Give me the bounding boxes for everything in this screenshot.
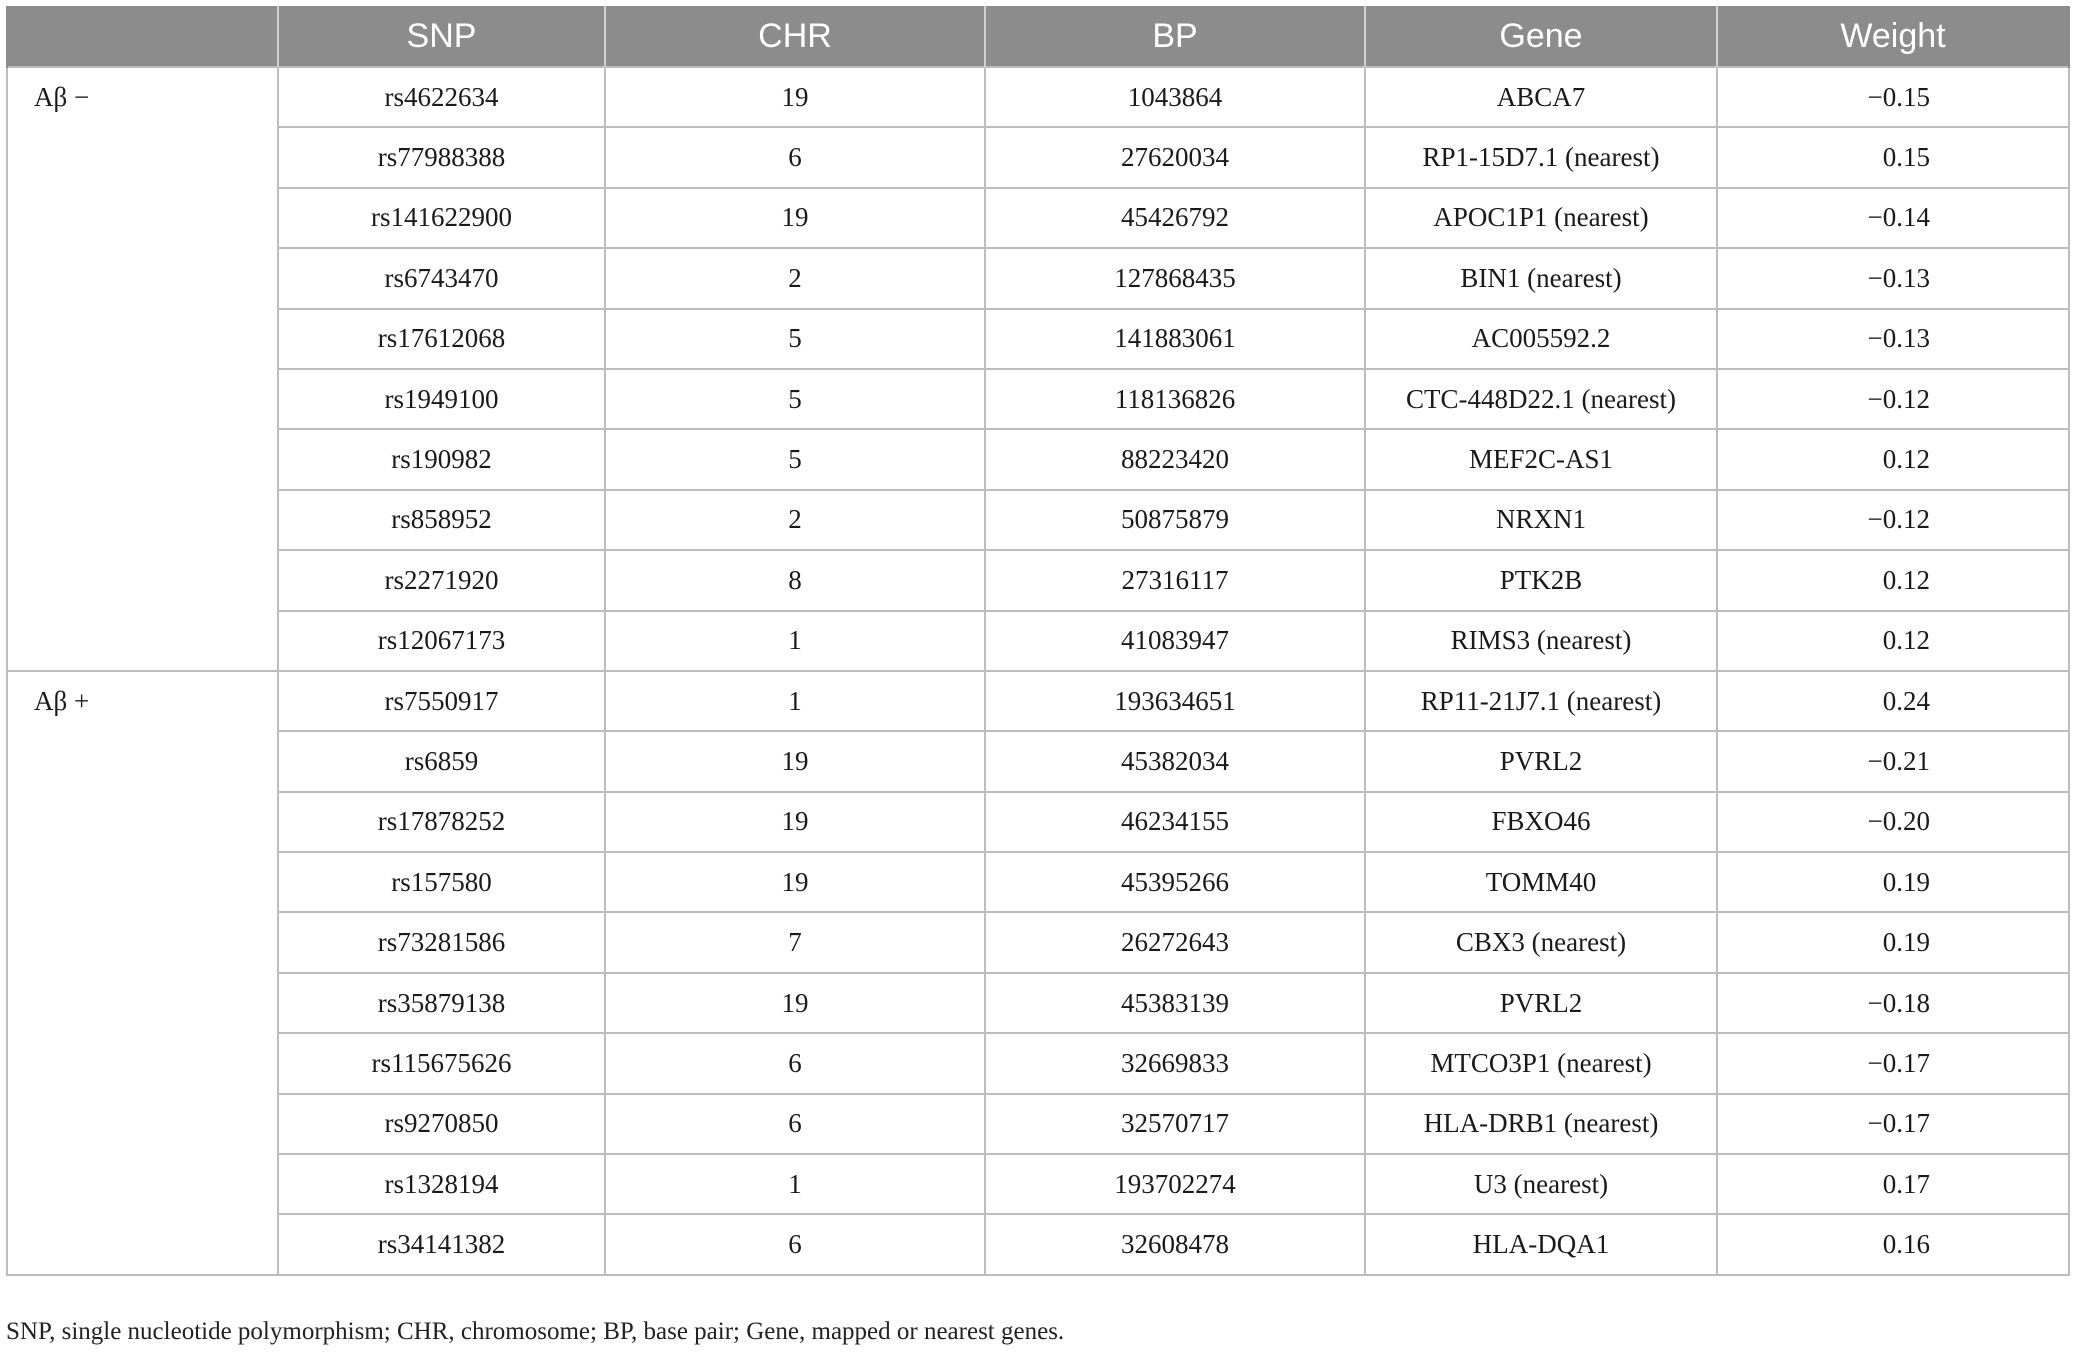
gene-cell: NRXN1 — [1365, 490, 1717, 550]
table-row — [7, 248, 2069, 308]
gene-cell: CTC-448D22.1 (nearest) — [1365, 369, 1717, 429]
header-bp: BP — [985, 6, 1365, 67]
chr-cell: 8 — [605, 550, 985, 610]
header-snp: SNP — [278, 6, 605, 67]
bp-cell: 27316117 — [985, 550, 1365, 610]
gene-cell: U3 (nearest) — [1365, 1154, 1717, 1214]
weight-cell: −0.17 — [1717, 1094, 2069, 1154]
weight-cell: −0.12 — [1717, 369, 2069, 429]
snp-cell: rs17612068 — [278, 309, 605, 369]
bp-cell: 32570717 — [985, 1094, 1365, 1154]
snp-cell: rs141622900 — [278, 188, 605, 248]
gene-cell: PVRL2 — [1365, 731, 1717, 791]
snp-cell: rs190982 — [278, 429, 605, 489]
snp-weight-table — [6, 6, 2070, 1276]
table-header — [7, 6, 2069, 67]
snp-cell: rs1949100 — [278, 369, 605, 429]
chr-cell: 19 — [605, 792, 985, 852]
bp-cell: 45383139 — [985, 973, 1365, 1033]
snp-cell: rs2271920 — [278, 550, 605, 610]
chr-cell: 5 — [605, 429, 985, 489]
chr-cell: 1 — [605, 611, 985, 671]
bp-cell: 26272643 — [985, 912, 1365, 972]
table-row — [7, 429, 2069, 489]
bp-cell: 32669833 — [985, 1033, 1365, 1093]
weight-cell: −0.13 — [1717, 309, 2069, 369]
header-weight: Weight — [1717, 6, 2069, 67]
gene-cell: RP1-15D7.1 (nearest) — [1365, 127, 1717, 187]
weight-cell: −0.21 — [1717, 731, 2069, 791]
table-row — [7, 611, 2069, 671]
table-body — [7, 67, 2069, 1275]
snp-cell: rs115675626 — [278, 1033, 605, 1093]
header-row — [7, 6, 2069, 67]
weight-cell: 0.12 — [1717, 429, 2069, 489]
gene-cell: APOC1P1 (nearest) — [1365, 188, 1717, 248]
snp-cell: rs4622634 — [278, 67, 605, 127]
chr-cell: 19 — [605, 731, 985, 791]
chr-cell: 19 — [605, 67, 985, 127]
chr-cell: 6 — [605, 1214, 985, 1274]
weight-cell: 0.12 — [1717, 611, 2069, 671]
header-group — [7, 6, 278, 67]
table-row — [7, 852, 2069, 912]
chr-cell: 2 — [605, 248, 985, 308]
weight-cell: −0.17 — [1717, 1033, 2069, 1093]
chr-cell: 5 — [605, 369, 985, 429]
bp-cell: 118136826 — [985, 369, 1365, 429]
snp-cell: rs73281586 — [278, 912, 605, 972]
gene-cell: HLA-DQA1 — [1365, 1214, 1717, 1274]
bp-cell: 45395266 — [985, 852, 1365, 912]
gene-cell: MEF2C-AS1 — [1365, 429, 1717, 489]
gene-cell: ABCA7 — [1365, 67, 1717, 127]
weight-cell: 0.12 — [1717, 550, 2069, 610]
table-row — [7, 1154, 2069, 1214]
bp-cell: 1043864 — [985, 67, 1365, 127]
group-label: Aβ + — [7, 671, 278, 1275]
table-footnote: SNP, single nucleotide polymorphism; CHR, chromosome; BP, base pair; Gene, mapped or nearest genes. — [6, 1318, 1065, 1345]
gene-cell: RIMS3 (nearest) — [1365, 611, 1717, 671]
gene-cell: RP11-21J7.1 (nearest) — [1365, 671, 1717, 731]
table-row — [7, 912, 2069, 972]
chr-cell: 19 — [605, 188, 985, 248]
table-row — [7, 731, 2069, 791]
table-row — [7, 67, 2069, 127]
chr-cell: 1 — [605, 671, 985, 731]
weight-cell: 0.15 — [1717, 127, 2069, 187]
bp-cell: 32608478 — [985, 1214, 1365, 1274]
bp-cell: 50875879 — [985, 490, 1365, 550]
snp-cell: rs1328194 — [278, 1154, 605, 1214]
table-row — [7, 188, 2069, 248]
chr-cell: 1 — [605, 1154, 985, 1214]
bp-cell: 46234155 — [985, 792, 1365, 852]
gene-cell: BIN1 (nearest) — [1365, 248, 1717, 308]
gene-cell: PTK2B — [1365, 550, 1717, 610]
weight-cell: 0.24 — [1717, 671, 2069, 731]
table-row — [7, 671, 2069, 731]
bp-cell: 45382034 — [985, 731, 1365, 791]
gene-cell: CBX3 (nearest) — [1365, 912, 1717, 972]
table-row — [7, 1033, 2069, 1093]
snp-cell: rs34141382 — [278, 1214, 605, 1274]
chr-cell: 5 — [605, 309, 985, 369]
group-label: Aβ − — [7, 67, 278, 671]
weight-cell: −0.20 — [1717, 792, 2069, 852]
snp-cell: rs35879138 — [278, 973, 605, 1033]
bp-cell: 127868435 — [985, 248, 1365, 308]
weight-cell: −0.15 — [1717, 67, 2069, 127]
bp-cell: 141883061 — [985, 309, 1365, 369]
gene-cell: HLA-DRB1 (nearest) — [1365, 1094, 1717, 1154]
weight-cell: 0.19 — [1717, 852, 2069, 912]
table-row — [7, 490, 2069, 550]
weight-cell: 0.16 — [1717, 1214, 2069, 1274]
bp-cell: 41083947 — [985, 611, 1365, 671]
bp-cell: 45426792 — [985, 188, 1365, 248]
weight-cell: −0.13 — [1717, 248, 2069, 308]
table-row — [7, 127, 2069, 187]
weight-cell: −0.12 — [1717, 490, 2069, 550]
gene-cell: PVRL2 — [1365, 973, 1717, 1033]
table-row — [7, 369, 2069, 429]
weight-cell: 0.17 — [1717, 1154, 2069, 1214]
snp-cell: rs6743470 — [278, 248, 605, 308]
gene-cell: AC005592.2 — [1365, 309, 1717, 369]
table-row — [7, 309, 2069, 369]
table-row — [7, 973, 2069, 1033]
snp-cell: rs77988388 — [278, 127, 605, 187]
bp-cell: 27620034 — [985, 127, 1365, 187]
chr-cell: 7 — [605, 912, 985, 972]
bp-cell: 193634651 — [985, 671, 1365, 731]
snp-cell: rs12067173 — [278, 611, 605, 671]
weight-cell: 0.19 — [1717, 912, 2069, 972]
snp-cell: rs17878252 — [278, 792, 605, 852]
weight-cell: −0.18 — [1717, 973, 2069, 1033]
table-row — [7, 1094, 2069, 1154]
header-chr: CHR — [605, 6, 985, 67]
table-row — [7, 1214, 2069, 1274]
snp-cell: rs7550917 — [278, 671, 605, 731]
snp-cell: rs9270850 — [278, 1094, 605, 1154]
snp-cell: rs157580 — [278, 852, 605, 912]
chr-cell: 2 — [605, 490, 985, 550]
chr-cell: 19 — [605, 852, 985, 912]
gene-cell: FBXO46 — [1365, 792, 1717, 852]
header-gene: Gene — [1365, 6, 1717, 67]
gene-cell: MTCO3P1 (nearest) — [1365, 1033, 1717, 1093]
table-row — [7, 792, 2069, 852]
chr-cell: 6 — [605, 127, 985, 187]
weight-cell: −0.14 — [1717, 188, 2069, 248]
bp-cell: 193702274 — [985, 1154, 1365, 1214]
chr-cell: 19 — [605, 973, 985, 1033]
chr-cell: 6 — [605, 1094, 985, 1154]
chr-cell: 6 — [605, 1033, 985, 1093]
table-row — [7, 550, 2069, 610]
bp-cell: 88223420 — [985, 429, 1365, 489]
snp-weight-table-container — [6, 6, 2068, 1276]
gene-cell: TOMM40 — [1365, 852, 1717, 912]
snp-cell: rs6859 — [278, 731, 605, 791]
snp-cell: rs858952 — [278, 490, 605, 550]
